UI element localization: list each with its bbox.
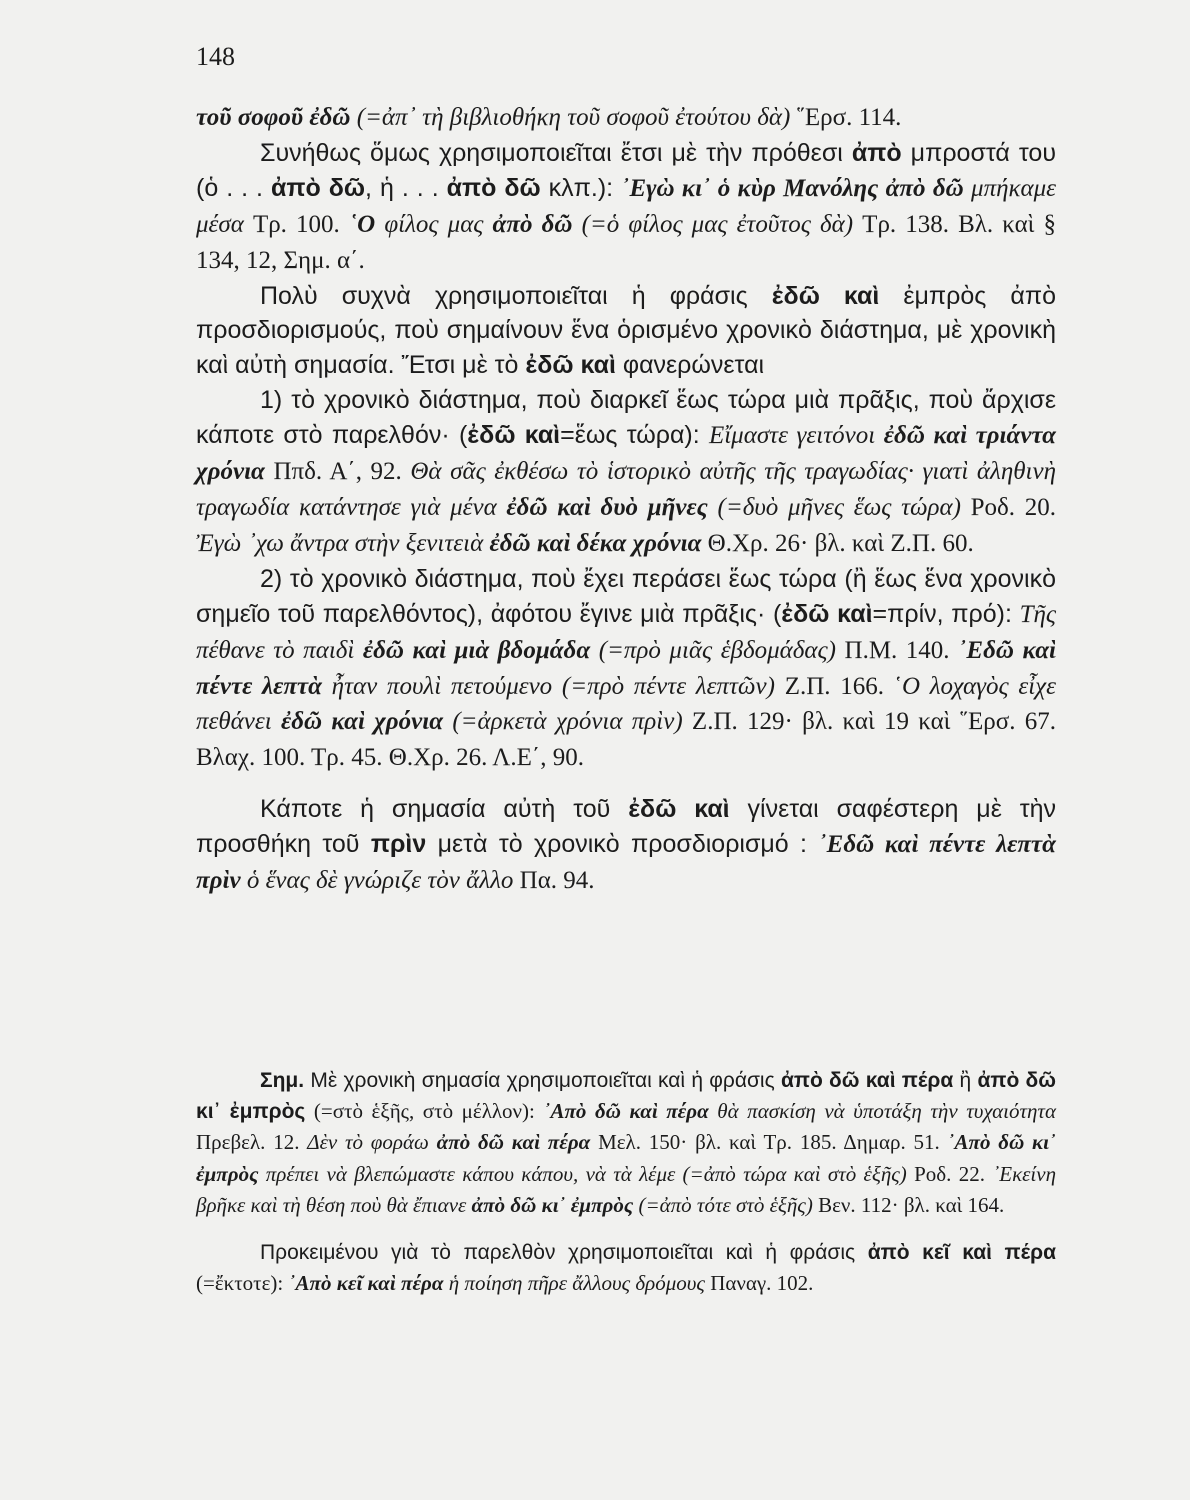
text-run: ἐδῶ καὶ χρόνια (280, 708, 444, 736)
text-run: ἐδῶ καὶ (771, 281, 880, 310)
text-run: ᾽Εκείνη βρῆκε καὶ τὴ θέση ποὺ θὰ ἔπιανε (196, 1161, 1056, 1217)
text-run: (=πρὸ μιᾶς ἑβδομάδας) (590, 636, 845, 664)
text-run: Τρ. 138. Βλ. καὶ § 134, 12, Σημ. α΄. (196, 210, 1056, 274)
text-run: ἐδῶ καὶ (628, 795, 730, 824)
paragraph-apo-do (196, 136, 1056, 279)
text-run: Τῆς πέθανε τὸ παιδὶ (196, 600, 1057, 664)
text-run: Συνήθως ὅμως χρησιμοποιεῖται ἔτσι μὲ τὴν πρόθεσι (260, 138, 852, 167)
text-run: φανερώνεται (615, 351, 765, 380)
text-run: Βεν. 112· βλ. καὶ 164. (818, 1192, 1005, 1217)
text-run: ἀπὸ δῶ (446, 173, 541, 202)
text-run: Πα. 94. (519, 867, 595, 895)
text-run: ἡ ποίηση πῆρε ἄλλους δρόμους (443, 1271, 711, 1296)
text-run: 2) τὸ χρονικὸ διάστημα, ποὺ ἔχει περάσει ἕως τώρα (ἢ ἕως ἕνα χρονικὸ σημεῖο τοῦ παρελθόντος), ἀφότου ἔγινε μιὰ πρᾶξις· ( (196, 564, 1056, 628)
text-run: ᾽Εγὼ κι᾽ ὁ κὺρ Μανόλης ἀπὸ δῶ (621, 174, 964, 202)
text-run: ἐδῶ καὶ (781, 599, 873, 628)
text-run: ᾽Εδῶ καὶ πέντε λεπτὰ πρὶν (196, 831, 1056, 895)
text-run: (=στὸ ἑξῆς, στὸ μέλλον): (305, 1099, 544, 1124)
text-run: 1) τὸ χρονικὸ διάστημα, ποὺ διαρκεῖ ἕως τώρα μιὰ πρᾶξις, ποὺ ἄρχισε κάποτε στὸ παρελθόν· ( (196, 386, 1056, 450)
text-run: Σημ. (260, 1069, 305, 1092)
text-run: =πρίν, πρό): (872, 599, 1020, 628)
text-run: γίνεται σαφέστερη μὲ τὴν προσθήκη τοῦ (196, 795, 1057, 859)
text-run: (=δυὸ μῆνες ἕως τώρα) (707, 493, 971, 521)
text-run: ἀπὸ δῶ (492, 210, 573, 238)
text-run: (=ὁ φίλος μας ἐτοῦτος δὰ) (572, 210, 863, 238)
text-run: Ροδ. 20. (970, 493, 1056, 521)
text-run: ᾽Εδῶ καὶ πέντε λεπτὰ (196, 636, 1056, 700)
text-run: (=ἀρκετὰ χρόνια πρὶν) (443, 708, 692, 736)
text-run: Ζ.Π. 129· βλ. καὶ 19 καὶ ῞Ερσ. 67. Βλαχ. 100. Τρ. 45. Θ.Χρ. 26. Λ.Ε΄, 90. (196, 708, 1056, 772)
text-run: ὁ ἕνας δὲ γνώριζε τὸν ἄλλο (240, 867, 520, 895)
text-run: ῞Ερσ. 114. (796, 104, 902, 131)
text-run: ἀπὸ δῶ κι᾽ ἐμπρὸς (471, 1192, 634, 1217)
text-run: ἐδῶ καὶ τριάντα χρόνια (196, 422, 1057, 486)
text-run: φίλος μας (375, 210, 493, 238)
text-run: ἐμπρὸς ἀπὸ προσδιορισμούς, ποὺ σημαίνουν ἕνα ὁρισμένο χρονικὸ διάστημα, μὲ χρονικὴ καὶ αὐτὴ σημασία. Ἔτσι μὲ τὸ (196, 281, 1056, 380)
paragraph-edo-kai-intro (196, 279, 1056, 384)
text-run: Θὰ σᾶς ἐκθέσω τὸ ἱστορικὸ αὐτῆς τῆς τραγωδίας· γιατὶ ἀληθινὴ τραγωδία κατάντησε γιὰ μένα (196, 458, 1056, 521)
text-run: Μὲ χρονικὴ σημασία χρησιμοποιεῖται καὶ ἡ φράσις (304, 1069, 781, 1092)
text-run: κλπ.): (540, 173, 622, 202)
text-run: Τρ. 100. (252, 210, 349, 238)
text-run: Δὲν τὸ φοράω (307, 1130, 437, 1155)
text-run: ἀπὸ δῶ κι᾽ ἐμπρὸς (196, 1069, 1056, 1124)
main-text (196, 100, 1056, 899)
footnote-section (196, 1066, 1056, 1299)
paragraph-citation-end (196, 100, 1056, 136)
text-run: Ἐγὼ ᾽χω ἄντρα στὴν ξενιτειὰ (196, 529, 490, 557)
paragraph-meaning-2 (196, 562, 1056, 776)
text-run: Θ.Χρ. 26· βλ. καὶ Ζ.Π. 60. (701, 529, 974, 557)
text-run: Ζ.Π. 166. (784, 672, 894, 700)
text-run: (=ἀπὸ τότε στὸ ἑξῆς) (633, 1192, 819, 1217)
text-run: =ἕως τώρα): (560, 421, 709, 450)
text-run: ἦταν πουλὶ πετούμενο (=πρὸ πέντε λεπτῶν) (321, 672, 785, 700)
text-run: Ροδ. 22. (914, 1161, 993, 1186)
text-run: Π.Μ. 140. (844, 636, 959, 664)
text-run: ῾Ο (348, 210, 376, 238)
text-run: ῾Ο λοχαγὸς εἶχε πεθάνει (196, 672, 1056, 736)
page-number: 148 (196, 42, 235, 71)
text-run: Μελ. 150· βλ. καὶ Τρ. 185. Δημαρ. 51. (590, 1130, 948, 1155)
text-run: Πολὺ συχνὰ χρησιμοποιεῖται ἡ φράσις (260, 281, 772, 310)
text-run: ἀπὸ δῶ καὶ πέρα (780, 1069, 954, 1092)
text-run: ἀπὸ κεῖ καὶ πέρα (867, 1241, 1056, 1265)
text-run: Προκειμένου γιὰ τὸ παρελθὸν χρησιμοποιεῖται καὶ ἡ φράσις (260, 1241, 868, 1265)
text-run: ἐδῶ καὶ μιὰ βδομάδα (362, 636, 591, 664)
text-run: ἀπὸ δῶ (271, 173, 366, 202)
text-run: Ππδ. Α΄, 92. (264, 458, 411, 486)
text-run: μπήκαμε μέσα (196, 174, 1057, 238)
text-run: (=ἀπ᾽ τὴ βιβλιοθήκη τοῦ σοφοῦ ἐτούτου δὰ) (350, 104, 797, 131)
text-run: ἐδῶ καὶ δυὸ μῆνες (506, 493, 708, 521)
text-run: Εἴμαστε γειτόνοι (708, 422, 884, 450)
text-run: πρὶν (370, 830, 427, 859)
text-run: Παναγ. 102. (710, 1271, 814, 1296)
text-run: ἀπὸ (851, 138, 902, 167)
text-run: , ἡ . . . (365, 173, 447, 202)
text-run: ἐδῶ καὶ (525, 351, 616, 380)
text-run: πρέπει νὰ βλεπώμαστε κάπου κάπου, νὰ τὰ λέμε (=ἀπὸ τώρα καὶ στὸ ἑξῆς) (258, 1161, 915, 1186)
paragraph-prin (196, 792, 1056, 899)
note-temporal-phrases (196, 1066, 1056, 1221)
text-run: τοῦ σοφοῦ ἐδῶ (196, 104, 351, 131)
text-run: ἀπὸ δῶ καὶ πέρα (436, 1130, 591, 1155)
text-run: ᾽Απὸ δῶ κι᾽ ἐμπρὸς (196, 1130, 1057, 1186)
text-run: ἐδῶ καὶ (467, 421, 561, 450)
text-run: ᾽Απὸ κεῖ καὶ πέρα (288, 1271, 444, 1296)
text-run: θὰ πασκίση νὰ ὑποτάξη τὴν τυχαιότητα (708, 1099, 1056, 1124)
paragraph-meaning-1 (196, 383, 1056, 562)
text-run: (=ἔκτοτε): (196, 1271, 289, 1296)
text-run: Πρεβελ. 12. (196, 1130, 308, 1155)
text-run: ᾽Απὸ δῶ καὶ πέρα (543, 1099, 709, 1124)
text-run: Κάποτε ἡ σημασία αὐτὴ τοῦ (260, 795, 629, 824)
note-past-phrase (196, 1237, 1056, 1299)
text-run: ἐδῶ καὶ δέκα χρόνια (489, 529, 702, 557)
text-run: μετὰ τὸ χρονικὸ προσδιορισμό : (426, 830, 819, 859)
text-run: μπροστά του (ὁ . . . (196, 138, 1056, 202)
text-run: ἢ (953, 1069, 978, 1092)
